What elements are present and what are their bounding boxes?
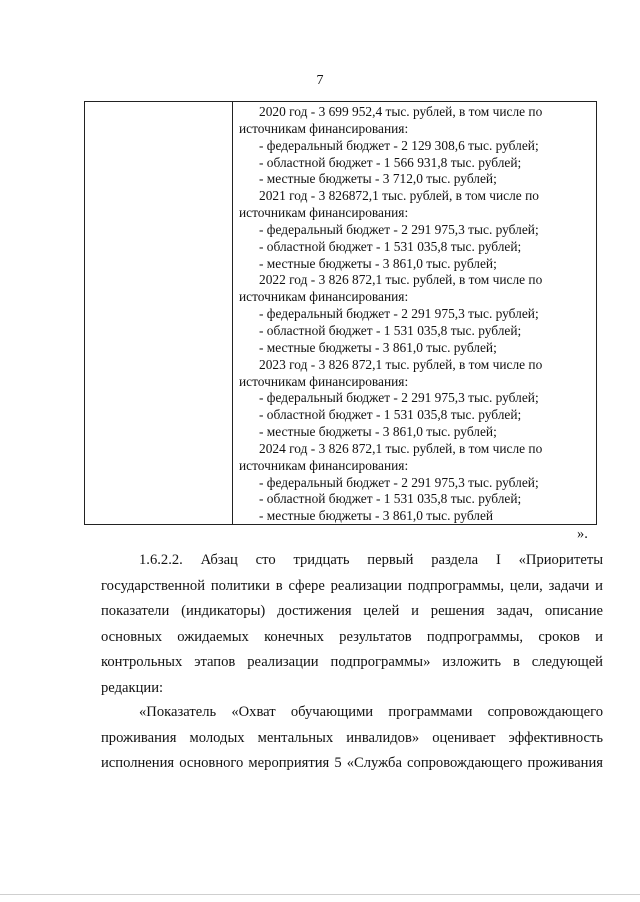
paragraph-line: проживания молодых ментальных инвалидов» оценивает эффективность: [101, 729, 603, 746]
table-line: 2022 год - 3 826 872,1 тыс. рублей, в том числе по: [259, 272, 543, 288]
paragraph-line: государственной политики в сфере реализации подпрограммы, цели, задачи и: [101, 577, 603, 594]
table-line: источникам финансирования:: [239, 457, 409, 473]
table-line: источникам финансирования:: [239, 289, 409, 305]
table-line: - местные бюджеты - 3 712,0 тыс. рублей;: [259, 171, 497, 187]
financing-table: [84, 101, 597, 525]
table-line: - областной бюджет - 1 531 035,8 тыс. рублей;: [259, 238, 522, 254]
table-line: - федеральный бюджет - 2 129 308,6 тыс. рублей;: [259, 137, 539, 153]
table-line: 2021 год - 3 826872,1 тыс. рублей, в том числе по: [259, 188, 539, 204]
table-line: - федеральный бюджет - 2 291 975,3 тыс. рублей;: [259, 474, 539, 490]
table-line: - федеральный бюджет - 2 291 975,3 тыс. рублей;: [259, 306, 539, 322]
table-line: - федеральный бюджет - 2 291 975,3 тыс. рублей;: [259, 221, 539, 237]
table-line: - областной бюджет - 1 531 035,8 тыс. рублей;: [259, 491, 522, 507]
paragraph-indicator: [101, 700, 603, 777]
table-line: - федеральный бюджет - 2 291 975,3 тыс. рублей;: [259, 390, 539, 406]
paragraph-line: контрольных этапов реализации подпрограммы» изложить в следующей: [101, 654, 603, 670]
financing-cell: [239, 104, 595, 525]
table-line: - местные бюджеты - 3 861,0 тыс. рублей;: [259, 255, 497, 271]
table-line: источникам финансирования:: [239, 120, 409, 136]
table-column-divider: [232, 102, 233, 524]
table-line: источникам финансирования:: [239, 205, 409, 221]
table-line: - областной бюджет - 1 531 035,8 тыс. рублей;: [259, 322, 522, 338]
paragraph-line: показатели (индикаторы) достижения целей и решения задач, описание: [101, 603, 603, 619]
paragraph-line: исполнения основного мероприятия 5 «Служба сопровождающего проживания: [101, 755, 603, 771]
table-line: 2024 год - 3 826 872,1 тыс. рублей, в том числе по: [259, 440, 543, 456]
table-line: 2023 год - 3 826 872,1 тыс. рублей, в том числе по: [259, 356, 543, 372]
paragraph-line: «Показатель «Охват обучающими программами сопровождающего: [139, 704, 603, 720]
table-line: - областной бюджет - 1 531 035,8 тыс. рублей;: [259, 407, 522, 423]
paragraph-amendment: [101, 548, 603, 701]
table-line: - областной бюджет - 1 566 931,8 тыс. рублей;: [259, 154, 522, 170]
paragraph-line: 1.6.2.2. Абзац сто тридцать первый раздела I «Приоритеты: [139, 552, 603, 568]
paragraph-line: редакции:: [101, 679, 164, 696]
table-line: - местные бюджеты - 3 861,0 тыс. рублей: [259, 508, 494, 524]
closing-quote: ».: [577, 526, 588, 542]
table-line: - местные бюджеты - 3 861,0 тыс. рублей;: [259, 339, 497, 355]
page-number: 7: [316, 73, 324, 88]
page-bottom-edge: [0, 894, 640, 895]
table-line: 2020 год - 3 699 952,4 тыс. рублей, в том числе по: [259, 104, 543, 119]
table-line: источникам финансирования:: [239, 373, 409, 389]
paragraph-line: основных ожидаемых конечных результатов подпрограммы, сроков и: [101, 628, 603, 645]
table-line: - местные бюджеты - 3 861,0 тыс. рублей;: [259, 424, 497, 440]
